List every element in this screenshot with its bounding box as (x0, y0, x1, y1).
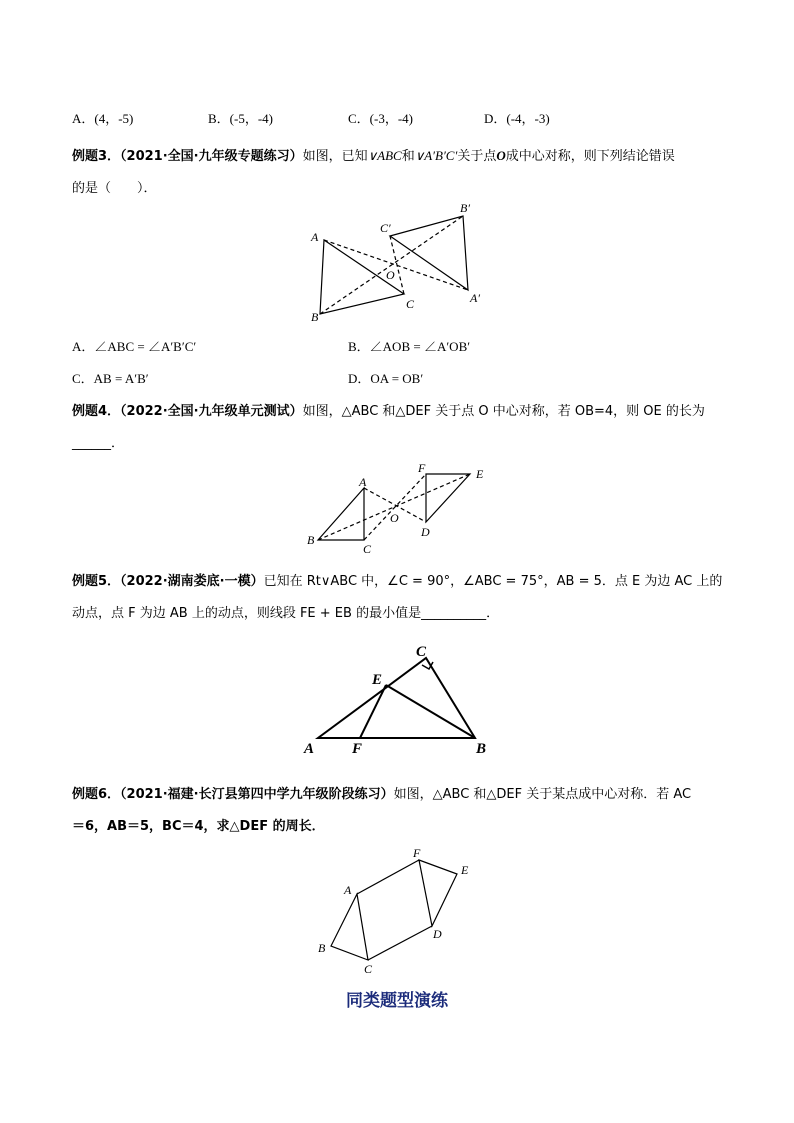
label-f: F (352, 741, 363, 757)
label-c: C (363, 542, 372, 556)
example-6-line-2: ＝6，AB＝5，BC＝4，求△DEF 的周长． (72, 819, 325, 834)
example-5-label: 例题5． (72, 574, 121, 589)
example-5-line-1 (72, 570, 722, 589)
label-c: C (364, 962, 373, 976)
label-a: A (344, 883, 352, 897)
label-f: F (418, 461, 426, 475)
label-o: O (386, 268, 395, 282)
example-3-label: 例题3． (72, 149, 121, 164)
example-6-label: 例题6． (72, 787, 121, 802)
example-3-text: 关于点 (457, 149, 497, 164)
label-o: O (390, 511, 399, 525)
example-4-label: 例题4． (72, 404, 121, 419)
option-a: A．(4，-5) (72, 111, 134, 126)
triangle-abc: ∨ABC (367, 148, 402, 163)
label-d: D (421, 525, 430, 539)
label-c: C (406, 297, 415, 311)
label-d: D (433, 927, 442, 941)
label-c-prime: C′ (380, 221, 391, 235)
point-o: O (496, 148, 506, 163)
label-b: B (307, 533, 315, 547)
example-3-text: 和 (401, 149, 415, 164)
label-b-prime: B′ (460, 201, 470, 215)
label-e: E (476, 467, 484, 481)
figure-example-4 (300, 458, 500, 558)
label-e: E (461, 863, 469, 877)
figure-example-5 (300, 636, 500, 760)
example-6-source: （2021·福建·长汀县第四中学九年级阶段练习） (120, 787, 394, 802)
section-heading: 同类题型演练 (346, 991, 448, 1011)
example-3-option-c: C．AB = A′B′ (72, 371, 149, 386)
example-3-text: 如图，已知 (302, 149, 368, 164)
label-e: E (372, 672, 383, 688)
label-a: A (311, 230, 319, 244)
example-3-option-d: D．OA = OB′ (348, 371, 424, 386)
label-b: B (311, 310, 319, 324)
example-3-option-a: A．∠ABC = ∠A′B′C′ (72, 339, 197, 354)
label-a: A (359, 475, 367, 489)
example-3-line-1 (72, 145, 675, 164)
option-d: D．(-4，-3) (484, 111, 550, 126)
example-4-blank: ______． (72, 436, 125, 451)
label-f: F (413, 846, 421, 860)
option-b: B．(-5，-4) (208, 111, 273, 126)
example-4-text: 如图，△ABC 和△DEF 关于点 O 中心对称，若 OB=4，则 OE 的长为 (302, 404, 705, 419)
example-6-text: 如图，△ABC 和△DEF 关于某点成中心对称．若 AC (393, 787, 692, 802)
example-4-source: （2022·全国·九年级单元测试） (120, 404, 303, 419)
label-b: B (476, 741, 487, 757)
example-4-line-1 (72, 400, 705, 419)
example-5-text: 已知在 Rt∨ABC 中，∠C = 90°，∠ABC = 75°，AB = 5．点 E 为边 AC 上的 (263, 574, 723, 589)
option-c: C．(-3，-4) (348, 111, 413, 126)
label-a: A (304, 741, 315, 757)
figure-example-6 (300, 842, 490, 978)
example-5-source: （2022·湖南娄底·一模） (120, 574, 264, 589)
example-3-line-2: 的是（ ）． (72, 181, 157, 196)
example-3-source: （2021·全国·九年级专题练习） (120, 149, 303, 164)
example-3-option-b: B．∠AOB = ∠A′OB′ (348, 339, 471, 354)
example-6-line-1 (72, 783, 691, 802)
label-c: C (416, 644, 427, 660)
example-3-text: 成中心对称，则下列结论错误 (505, 149, 675, 164)
triangle-a1b1c1: ∨A′B′C′ (414, 148, 458, 163)
figure-example-3 (300, 196, 500, 326)
example-5-line-2: 动点，点 F 为边 AB 上的动点，则线段 FE + EB 的最小值是__________． (72, 606, 500, 621)
label-a-prime: A′ (470, 291, 480, 305)
label-b: B (318, 941, 326, 955)
